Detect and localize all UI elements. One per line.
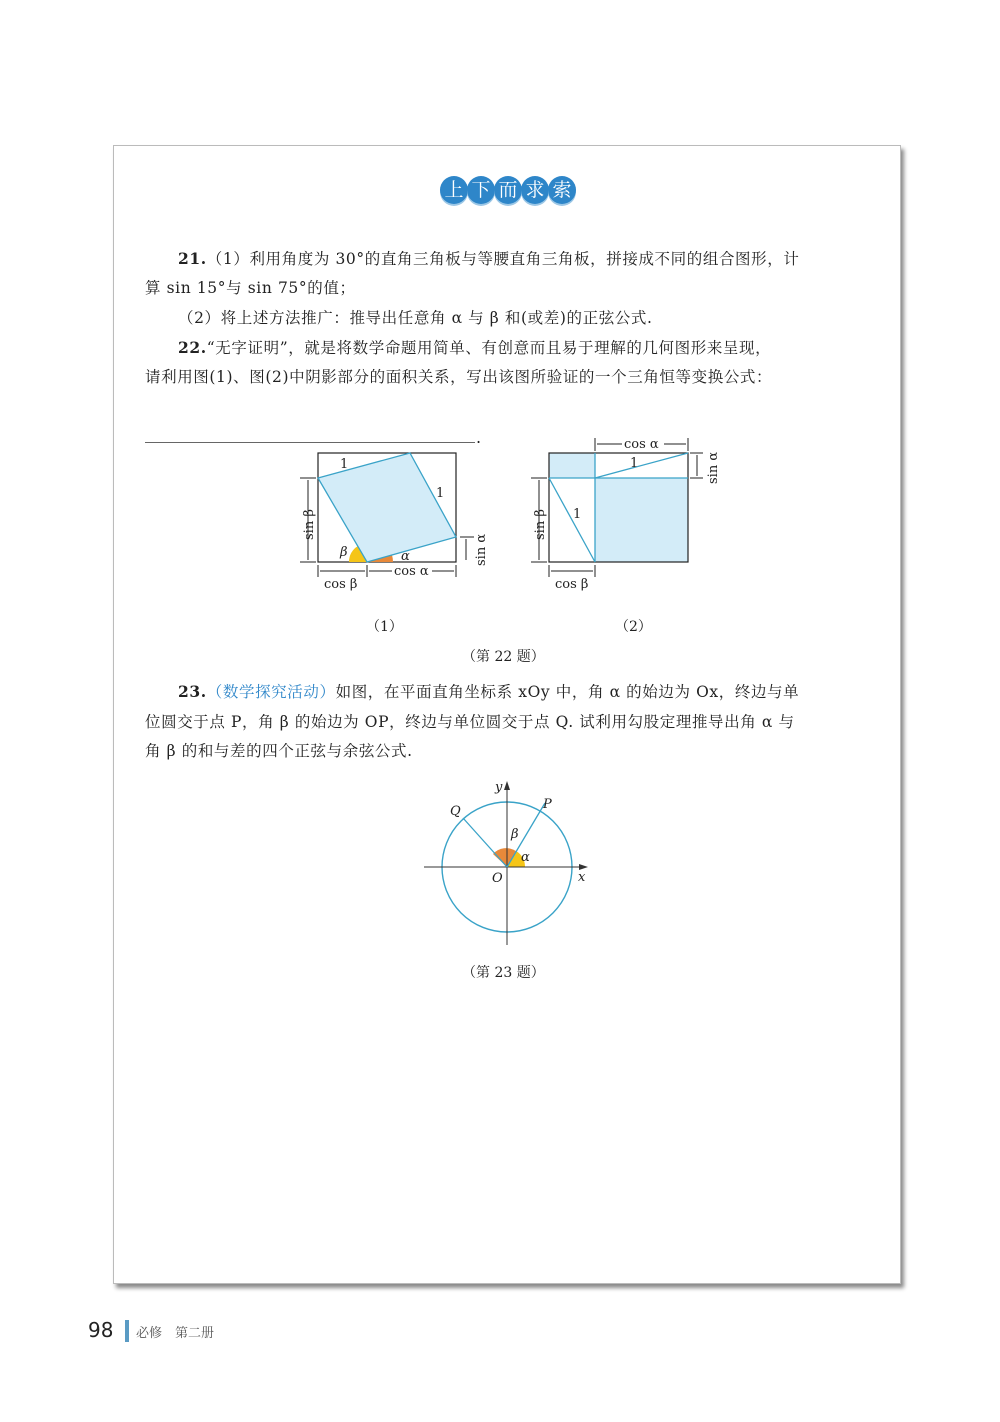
q21-line2: 算 sin 15°与 sin 75°的值；: [145, 279, 356, 297]
q23-text: 如图，在平面直角坐标系 xOy 中，角 α 的始边为 Ox，终边与单: [335, 683, 800, 701]
q22-line2: 请利用图(1)、图(2)中阴影部分的面积关系，写出该图所验证的一个三角恒等变换公式：: [145, 368, 773, 386]
label-sin-alpha: sin α: [706, 451, 721, 484]
blank-period: .: [476, 428, 482, 447]
label-sin-beta: sin β: [302, 509, 317, 540]
unit-circle-figure: [424, 780, 588, 945]
q23-line1: [178, 682, 908, 702]
q22-caption: （第 22 题）: [462, 649, 545, 665]
fig1-caption: （1）: [366, 619, 403, 635]
q23-tag: （数学探究活动）: [206, 683, 336, 701]
label-sin-beta: sin β: [533, 509, 548, 540]
label-cos-alpha: cos α: [394, 564, 429, 579]
q21-text: （1）利用角度为 30°的直角三角板与等腰直角三角板，拼接成不同的组合图形，计: [206, 250, 800, 268]
fig2-caption: （2）: [615, 619, 652, 635]
figure-2: [531, 437, 721, 592]
book-title: 必修 第二册: [136, 1326, 215, 1341]
label-1: 1: [630, 456, 639, 471]
q22-text: “无字证明”，就是将数学命题用简单、有创意而且易于理解的几何图形来呈现，: [206, 339, 772, 357]
q21-line3: （2）将上述方法推广：推导出任意角 α 与 β 和(或差)的正弦公式.: [178, 309, 653, 327]
footer-divider: [125, 1320, 129, 1342]
title-char: 求: [521, 176, 549, 204]
fig1-parallelogram: [318, 453, 456, 562]
shade-bottom-right: [595, 478, 688, 562]
page-number: 98: [88, 1318, 114, 1342]
label-cos-beta: cos β: [324, 577, 358, 592]
label-cos-beta: cos β: [555, 577, 589, 592]
label-1: 1: [340, 457, 349, 472]
label-O: O: [492, 871, 503, 886]
label-cos-alpha: cos α: [624, 437, 659, 452]
figure-1: [300, 453, 489, 592]
label-P: P: [543, 797, 552, 812]
label-1: 1: [436, 486, 445, 501]
label-x: x: [578, 870, 586, 885]
y-axis-arrow: [504, 781, 510, 790]
q23-caption: （第 23 题）: [462, 965, 545, 981]
q21-number: 21.: [178, 249, 207, 268]
title-char: 上: [440, 176, 468, 204]
ray-OQ: [463, 818, 507, 867]
label-beta: β: [511, 827, 519, 842]
label-Q: Q: [450, 804, 461, 819]
label-1: 1: [573, 507, 582, 522]
label-alpha: α: [521, 850, 530, 865]
q23-line2: 位圆交于点 P，角 β 的始边为 OP，终边与单位圆交于点 Q. 试利用勾股定理推导出角 α 与: [145, 713, 795, 731]
q22-number: 22.: [178, 338, 207, 357]
label-y: y: [495, 780, 503, 795]
label-alpha: α: [401, 549, 410, 564]
title-char: 而: [494, 176, 522, 204]
label-beta: β: [340, 545, 348, 560]
q23-number: 23.: [178, 682, 207, 701]
q23-line3: 角 β 的和与差的四个正弦与余弦公式.: [145, 742, 413, 760]
shade-top-left: [549, 453, 595, 478]
title-char: 索: [548, 176, 576, 204]
label-sin-alpha: sin α: [474, 533, 489, 566]
title-char: 下: [467, 176, 495, 204]
